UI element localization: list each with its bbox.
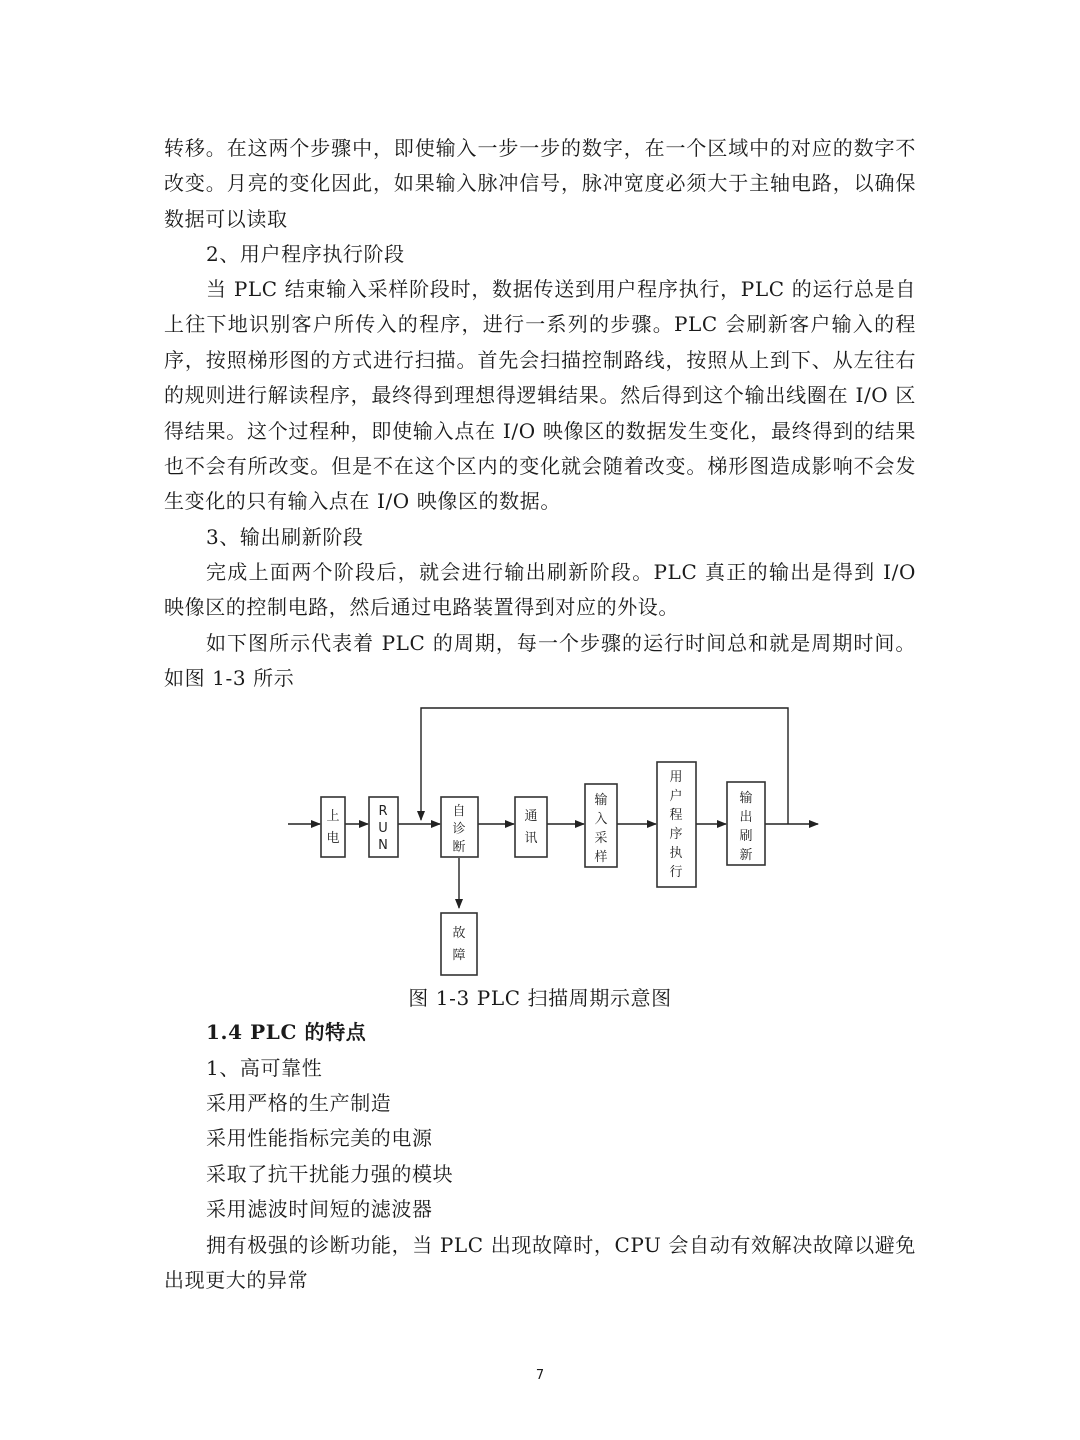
box-input-label-3: 样 — [594, 850, 608, 865]
heading-output-refresh-stage: 3、输出刷新阶段 — [206, 525, 364, 549]
box-power-label-0: 上 — [326, 809, 340, 824]
subheading-high-reliability: 1、高可靠性 — [206, 1056, 323, 1080]
paragraph-output-refresh: 完成上面两个阶段后，就会进行输出刷新阶段。PLC 真正的输出是得到 I/O 映像区的控制电路，然后通过电路装置得到对应的外设。 — [164, 560, 916, 620]
box-fault — [441, 913, 477, 975]
box-output-label-0: 输 — [739, 791, 753, 806]
box-user-label-0: 用 — [669, 770, 683, 785]
paragraph-diagnosis: 拥有极强的诊断功能，当 PLC 出现故障时，CPU 会自动有效解决故障以避免出现更大的异常 — [164, 1233, 916, 1293]
box-input-label-1: 入 — [594, 812, 608, 827]
box-user-label-4: 执 — [669, 846, 683, 861]
box-user-label-5: 行 — [669, 865, 683, 880]
box-run-label-2: N — [378, 838, 388, 853]
box-user-label-1: 户 — [669, 789, 683, 804]
paragraph-transfer: 转移。在这两个步骤中，即使输入一步一步的数字，在一个区域中的对应的数字不改变。月亮的变化因此，如果输入脉冲信号，脉冲宽度必须大于主轴电路，以确保数据可以读取 — [164, 136, 916, 231]
box-user-label-2: 程 — [669, 808, 683, 823]
box-fault-label-0: 故 — [452, 926, 466, 941]
box-selfdiag-label-0: 自 — [452, 804, 466, 819]
box-run-label-1: U — [378, 821, 388, 836]
box-user-label-3: 序 — [669, 827, 683, 842]
list-item: 采取了抗干扰能力强的模块 — [206, 1162, 454, 1186]
box-selfdiag-label-1: 诊 — [452, 822, 466, 837]
box-selfdiag-label-2: 断 — [452, 840, 466, 855]
plc-scan-cycle-diagram — [280, 700, 840, 985]
page-number: 7 — [535, 1368, 545, 1383]
section-title: 1.4 PLC 的特点 — [206, 1020, 367, 1044]
heading-user-program-stage: 2、用户程序执行阶段 — [206, 242, 405, 266]
box-power-on — [321, 797, 345, 857]
paragraph-user-program: 当 PLC 结束输入采样阶段时，数据传送到用户程序执行，PLC 的运行总是自上往下地识别客户所传入的程序，进行一系列的步骤。PLC 会刷新客户输入的程序，按照梯形图的方式进行扫描。首先会扫描控制路线，按照从上到下、从左往右的规则进行解读程序，最终得到理想得逻辑结果。然后得到这个输出线圈在 I/O 区得结果。这个过程种，即使输入点在 I/O 映像区的数据发生变化，最终得到的结果也不会有所改变。但是不在这个区内的变化就会随着改变。梯形图造成影响不会发生变化的只有输入点在 I/O 映像区的数据。 — [164, 277, 916, 514]
box-input-label-0: 输 — [594, 793, 608, 808]
box-comm-label-1: 讯 — [524, 831, 538, 846]
figure-caption: 图 1-3 PLC 扫描周期示意图 — [408, 986, 672, 1010]
box-comm-label-0: 通 — [524, 809, 538, 824]
paragraph-cycle-intro: 如下图所示代表着 PLC 的周期，每一个步骤的运行时间总和就是周期时间。如图 1-3 所示 — [164, 631, 916, 691]
box-communication — [515, 797, 547, 857]
box-input-label-2: 采 — [594, 831, 608, 846]
box-power-label-1: 电 — [326, 831, 340, 846]
box-output-label-1: 出 — [739, 810, 753, 825]
box-fault-label-1: 障 — [452, 948, 466, 963]
list-item: 采用性能指标完美的电源 — [206, 1126, 433, 1150]
box-output-label-3: 新 — [739, 848, 753, 863]
box-run-label-0: R — [378, 804, 388, 819]
list-item: 采用滤波时间短的滤波器 — [206, 1197, 433, 1221]
list-item: 采用严格的生产制造 — [206, 1091, 392, 1115]
box-output-label-2: 刷 — [739, 829, 753, 844]
